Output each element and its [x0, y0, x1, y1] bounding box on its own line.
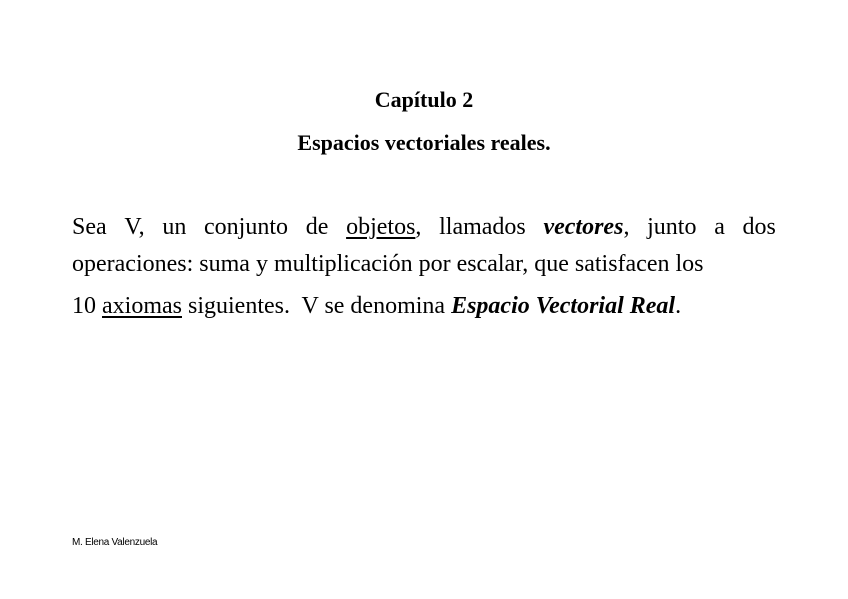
word: de: [305, 214, 329, 240]
text: siguientes. V se denomina: [181, 293, 452, 319]
word: junto: [647, 214, 697, 240]
word: un: [162, 214, 187, 240]
paragraph-line-3: [72, 292, 776, 320]
word-group: [543, 213, 629, 241]
emphasized-term-vectores: vectores: [543, 214, 624, 240]
paragraph-line-1: [72, 213, 776, 241]
word: dos: [742, 214, 776, 240]
text: 10: [72, 293, 102, 319]
chapter-title: Capítulo 2: [374, 87, 474, 112]
word-group: [346, 213, 421, 241]
word: V,: [124, 214, 145, 240]
underlined-term-axiomas: axiomas: [102, 293, 182, 319]
word: conjunto: [204, 214, 289, 240]
comma: ,: [623, 214, 630, 240]
word: llamados: [439, 214, 526, 240]
period: .: [675, 293, 682, 319]
emphasized-term-espacio-vectorial-real: Espacio Vectorial Real: [451, 293, 676, 319]
underlined-term-objetos: objetos: [346, 214, 416, 240]
word: a: [714, 214, 725, 240]
word: Sea: [72, 214, 107, 240]
paragraph-line-2: operaciones: suma y multiplicación por escalar, que satisfacen los: [72, 251, 704, 277]
chapter-subtitle: Espacios vectoriales reales.: [297, 130, 551, 155]
footer-author: M. Elena Valenzuela: [72, 537, 158, 548]
comma: ,: [415, 214, 422, 240]
